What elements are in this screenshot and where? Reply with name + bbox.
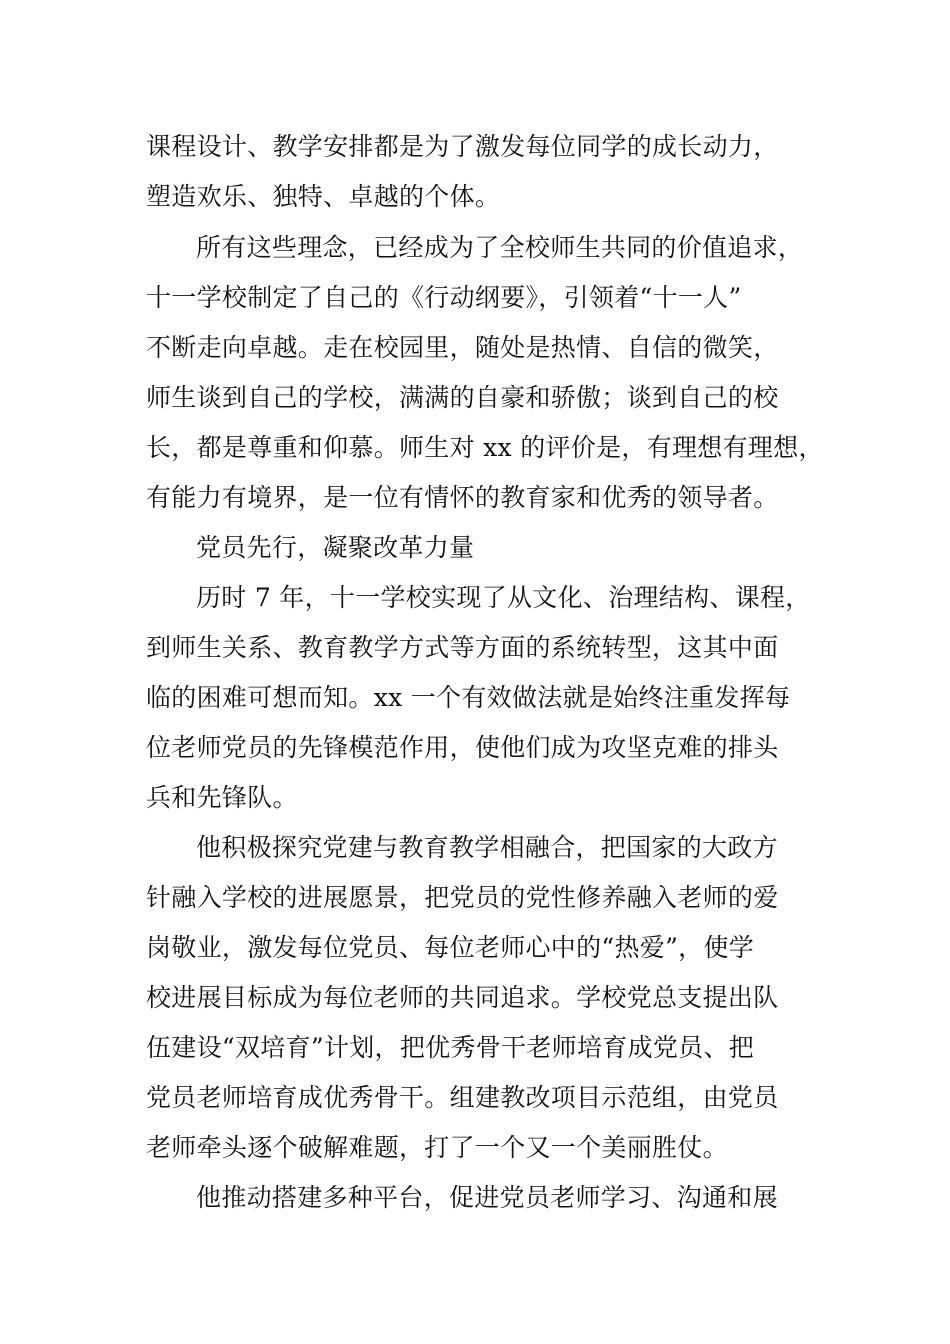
text-line-12: 临的困难可想而知。xx 一个有效做法就是始终注重发挥每 [146, 683, 791, 712]
text-line-5: 不断走向卓越。走在校园里，随处是热情、自信的微笑， [146, 333, 779, 362]
text-line-18: 校进展目标成为每位老师的共同追求。学校党总支提出队 [146, 983, 779, 1012]
section-heading: 党员先行，凝聚改革力量 [196, 533, 475, 562]
text-line-7: 长，都是尊重和仰慕。师生对 xx 的评价是，有理想有理想， [146, 433, 824, 462]
text-line-4: 十一学校制定了自己的《行动纲要》，引领着“十一人” [146, 283, 742, 312]
text-line-21: 老师牵头逐个破解难题，打了一个又一个美丽胜仗。 [146, 1133, 728, 1162]
text-line-20: 党员老师培育成优秀骨干。组建教改项目示范组，由党员 [146, 1083, 779, 1112]
text-line-15: 他积极探究党建与教育教学相融合，把国家的大政方 [196, 833, 778, 862]
text-line-19: 伍建设“双培育”计划，把优秀骨干老师培育成党员、把 [146, 1033, 755, 1062]
text-line-8: 有能力有境界，是一位有情怀的教育家和优秀的领导者。 [146, 483, 779, 512]
text-line-22: 他推动搭建多种平台，促进党员老师学习、沟通和展 [196, 1183, 778, 1212]
text-line-11: 到师生关系、教育教学方式等方面的系统转型，这其中面 [146, 633, 779, 662]
text-line-10: 历时 7 年，十一学校实现了从文化、治理结构、课程， [196, 583, 811, 612]
text-line-3: 所有这些理念，已经成为了全校师生共同的价值追求， [196, 233, 804, 262]
text-line-6: 师生谈到自己的学校，满满的自豪和骄傲；谈到自己的校 [146, 383, 779, 412]
text-line-1: 课程设计、教学安排都是为了激发每位同学的成长动力， [146, 132, 779, 161]
text-line-14: 兵和先锋队。 [146, 783, 298, 812]
text-line-17: 岗敬业，激发每位党员、每位老师心中的“热爱”，使学 [146, 933, 755, 962]
text-line-13: 位老师党员的先锋模范作用，使他们成为攻坚克难的排头 [146, 733, 779, 762]
text-line-16: 针融入学校的进展愿景，把党员的党性修养融入老师的爱 [146, 883, 779, 912]
text-line-2: 塑造欢乐、独特、卓越的个体。 [146, 182, 501, 211]
